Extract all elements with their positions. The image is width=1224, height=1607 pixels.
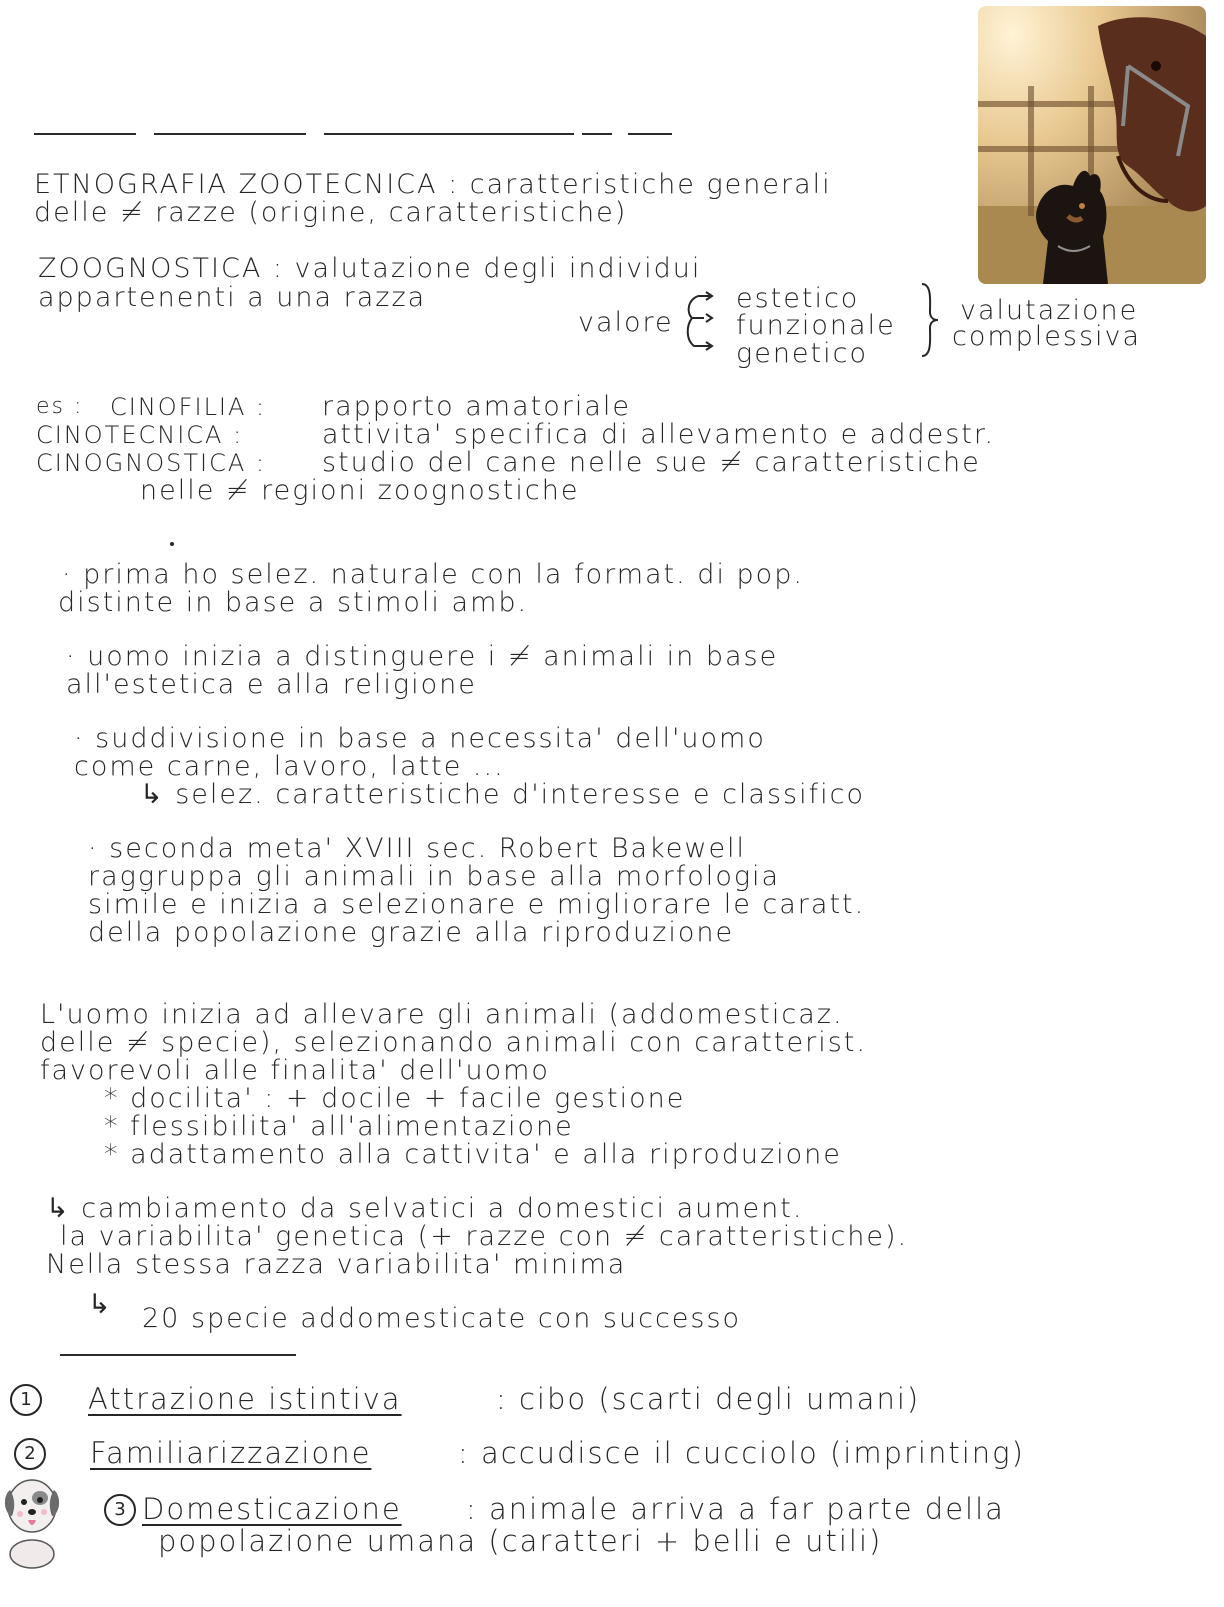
- header-rule-3: [324, 133, 574, 135]
- stage-2-number: 2: [14, 1438, 46, 1470]
- valore-genetico: genetico: [736, 338, 868, 369]
- bullet-2-line-2: all'estetica e alla religione: [66, 669, 477, 700]
- cambiamento-line-4: 20 specie addomesticate con successo: [142, 1303, 742, 1334]
- uomo-line-3: favorevoli alle finalita' dell'uomo: [40, 1055, 550, 1086]
- valore-label: valore: [578, 307, 674, 338]
- bullet-4-line-1: · seconda meta' XVIII sec. Robert Bakewell: [88, 833, 747, 864]
- cambiamento-arrow: ↳: [88, 1289, 113, 1320]
- header-rule-4: [582, 133, 612, 135]
- bullet-3-line-1: · suddivisione in base a necessita' dell'uomo: [74, 723, 766, 754]
- cambiamento-line-3: Nella stessa razza variabilita' minima: [46, 1249, 627, 1280]
- zoognostica-line: ZOOGNOSTICA : valutazione degli individui: [38, 253, 702, 284]
- bullet-3-line-3: ↳ selez. caratteristiche d'interesse e classifico: [140, 779, 865, 810]
- uomo-sub-1: * docilita' : + docile + facile gestione: [104, 1083, 686, 1114]
- horse-and-dog-photo: [978, 6, 1206, 284]
- stage-1-number: 1: [10, 1384, 42, 1416]
- bullet-1-line-2: distinte in base a stimoli amb.: [58, 587, 529, 618]
- cinofilia-term: CINOFILIA :: [110, 393, 267, 421]
- cinognostica-definition-2: nelle ≠ regioni zoognostiche: [140, 475, 580, 506]
- bullet-4-line-2: raggruppa gli animali in base alla morfologia: [88, 861, 781, 892]
- bullet-4-line-3: simile e inizia a selezionare e migliorare le caratt.: [88, 889, 866, 920]
- stage-3-number: 3: [104, 1494, 136, 1526]
- right-brace-icon: [918, 282, 942, 358]
- stage-2-description: : accudisce il cucciolo (imprinting): [458, 1436, 1025, 1470]
- valutazione-label: valutazione: [960, 295, 1139, 326]
- cinognostica-term: CINOGNOSTICA :: [36, 449, 266, 477]
- bullet-4-line-4: della popolazione grazie alla riproduzione: [88, 917, 735, 948]
- stage-3-description: : animale arriva a far parte della: [466, 1492, 1005, 1526]
- valore-arrows-icon: [678, 286, 734, 366]
- header-rule-5: [628, 133, 672, 135]
- stage-1-title: Attrazione istintiva: [88, 1382, 402, 1416]
- cambiamento-line-1: ↳ cambiamento da selvatici a domestici aument.: [46, 1193, 804, 1224]
- section-divider: [60, 1354, 296, 1356]
- header-rule-2: [154, 133, 306, 135]
- cambiamento-line-2: la variabilita' genetica (+ razze con ≠ caratteristiche).: [60, 1221, 909, 1252]
- stage-3-title: Domesticazione: [142, 1492, 402, 1526]
- bullet-2-line-1: · uomo inizia a distinguere i ≠ animali in base: [66, 641, 779, 672]
- stage-3-description-2: popolazione umana (caratteri + belli e utili): [158, 1524, 883, 1558]
- cinognostica-definition: studio del cane nelle sue ≠ caratteristiche: [322, 447, 981, 478]
- zoognostica-line-2: appartenenti a una razza: [38, 282, 427, 313]
- dog-sticker-icon: [0, 1466, 64, 1570]
- stray-dot: [170, 542, 174, 546]
- uomo-line-1: L'uomo inizia ad allevare gli animali (addomesticaz.: [40, 999, 844, 1030]
- bullet-3-line-2: come carne, lavoro, latte ...: [74, 751, 505, 782]
- cinofilia-definition: rapporto amatoriale: [322, 391, 631, 422]
- uomo-line-2: delle ≠ specie), selezionando animali con caratterist.: [40, 1027, 867, 1058]
- uomo-sub-3: * adattamento alla cattivita' e alla riproduzione: [104, 1139, 842, 1170]
- es-label: es :: [36, 394, 84, 419]
- valore-estetico: estetico: [736, 283, 860, 314]
- valore-funzionale: funzionale: [736, 310, 896, 341]
- stage-2-title: Familiarizzazione: [90, 1436, 372, 1470]
- cinotecnica-term: CINOTECNICA :: [36, 421, 244, 449]
- bullet-1-line-1: · prima ho selez. naturale con la format. di pop.: [62, 559, 804, 590]
- etnografia-title-line: ETNOGRAFIA ZOOTECNICA : caratteristiche generali: [34, 169, 832, 200]
- etnografia-description-line: delle ≠ razze (origine, caratteristiche): [34, 197, 628, 228]
- stage-1-description: : cibo (scarti degli umani): [496, 1382, 921, 1416]
- cinotecnica-definition: attivita' specifica di allevamento e addestr.: [322, 419, 996, 450]
- uomo-sub-2: * flessibilita' all'alimentazione: [104, 1111, 574, 1142]
- header-rule-1: [34, 133, 136, 135]
- complessiva-label: complessiva: [952, 321, 1142, 352]
